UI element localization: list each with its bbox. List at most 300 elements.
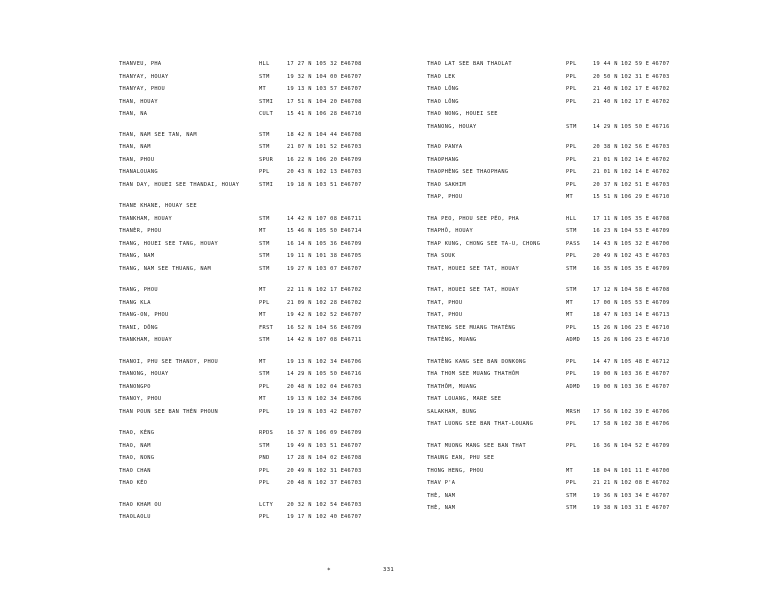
place-name: THAO NONG, HOUEI SEE bbox=[427, 111, 498, 117]
feature-code: PPL bbox=[259, 169, 270, 175]
map-sheet-number: 46703 bbox=[344, 169, 362, 175]
right-column bbox=[427, 58, 691, 524]
longitude: 102 31 E bbox=[621, 73, 650, 80]
gazetteer-entry bbox=[427, 96, 691, 109]
map-sheet-number: 46716 bbox=[344, 371, 362, 377]
latitude: 19 17 N bbox=[287, 514, 312, 520]
feature-code: STMI bbox=[259, 181, 274, 188]
gazetteer-entry bbox=[119, 368, 362, 381]
gazetteer-entry bbox=[427, 263, 691, 276]
gazetteer-entry bbox=[427, 465, 691, 478]
gazetteer-entry bbox=[119, 213, 362, 226]
feature-code: MT bbox=[259, 228, 267, 234]
entry-group bbox=[119, 200, 362, 275]
gazetteer-entry bbox=[427, 71, 691, 84]
longitude: 103 42 E bbox=[316, 408, 345, 415]
place-name: THAT LUONG SEE BAN THAT-LOUANG bbox=[427, 421, 534, 427]
longitude: 102 56 E bbox=[621, 144, 650, 150]
map-sheet-number: 46710 bbox=[344, 111, 362, 117]
longitude: 103 57 E bbox=[316, 86, 345, 92]
place-name: THAV P'A bbox=[427, 480, 456, 486]
longitude: 102 28 E bbox=[316, 299, 345, 306]
map-sheet-number: 46707 bbox=[344, 86, 362, 92]
place-name: THANVEU, PHA bbox=[119, 61, 162, 67]
latitude: 14 29 N bbox=[593, 123, 618, 130]
latitude: 21 21 N bbox=[593, 480, 618, 486]
latitude: 20 37 N bbox=[593, 181, 618, 188]
gazetteer-entry bbox=[427, 250, 691, 263]
place-name: THANOI, PHU SEE THANOY, PHOU bbox=[119, 358, 219, 365]
gazetteer-entry bbox=[119, 179, 362, 192]
longitude: 104 53 E bbox=[621, 228, 650, 234]
gazetteer-entry bbox=[119, 225, 362, 238]
latitude: 17 51 N bbox=[287, 98, 312, 105]
latitude: 17 27 N bbox=[287, 61, 312, 67]
place-name: THAT, HOUEI SEE TAT, HOUAY bbox=[427, 265, 520, 272]
feature-code: MRSH bbox=[566, 408, 581, 415]
latitude: 15 26 N bbox=[593, 337, 618, 343]
longitude: 101 52 E bbox=[316, 144, 345, 150]
map-sheet-number: 46703 bbox=[344, 467, 362, 474]
longitude: 104 58 E bbox=[621, 287, 650, 293]
gazetteer-entry bbox=[119, 71, 362, 84]
map-sheet-number: 46706 bbox=[652, 421, 670, 427]
gazetteer-entry bbox=[119, 284, 362, 297]
longitude: 102 51 E bbox=[621, 181, 650, 188]
latitude: 19 44 N bbox=[593, 61, 618, 67]
place-name: THAOPHÈNG SEE THAOPHANG bbox=[427, 169, 509, 175]
place-name: THANE KHANE, HOUAY SEE bbox=[119, 203, 197, 209]
place-name: THA PEO, PHOU SEE PÉO, PHA bbox=[427, 215, 520, 222]
feature-code: STM bbox=[259, 215, 270, 222]
gazetteer-entry bbox=[427, 297, 691, 310]
gazetteer-entry bbox=[119, 381, 362, 394]
place-name: THAO KÉO bbox=[119, 480, 148, 486]
map-sheet-number: 46702 bbox=[344, 287, 362, 293]
latitude: 18 04 N bbox=[593, 467, 618, 474]
feature-code: HLL bbox=[259, 61, 270, 67]
map-sheet-number: 46700 bbox=[652, 467, 670, 474]
place-name: THATHÔM, MUANG bbox=[427, 383, 477, 390]
feature-code: STM bbox=[566, 287, 577, 293]
longitude: 102 52 E bbox=[316, 312, 345, 318]
latitude: 14 43 N bbox=[593, 240, 618, 247]
latitude: 20 50 N bbox=[593, 73, 618, 80]
longitude: 103 31 E bbox=[621, 505, 650, 511]
place-name: THAO, NAM bbox=[119, 442, 151, 449]
latitude: 20 48 N bbox=[287, 383, 312, 390]
place-name: THAN DAY, HOUEI SEE THANDAI, HOUAY bbox=[119, 181, 240, 188]
feature-code: MT bbox=[259, 287, 267, 293]
place-name: THAO, KÈNG bbox=[119, 430, 155, 436]
map-sheet-number: 46702 bbox=[652, 169, 670, 175]
longitude: 102 38 E bbox=[621, 421, 650, 427]
map-sheet-number: 46706 bbox=[652, 408, 670, 415]
entry-group bbox=[119, 284, 362, 347]
latitude: 21 01 N bbox=[593, 156, 618, 163]
feature-code: PPL bbox=[259, 467, 270, 474]
feature-code: ADMD bbox=[566, 337, 581, 343]
map-sheet-number: 46707 bbox=[652, 371, 670, 377]
gazetteer-entry bbox=[119, 200, 359, 213]
feature-code: MT bbox=[566, 299, 574, 306]
map-sheet-number: 46707 bbox=[344, 312, 362, 318]
page-number: 331 bbox=[383, 567, 395, 573]
feature-code: PND bbox=[259, 455, 270, 461]
longitude: 103 51 E bbox=[316, 181, 345, 188]
latitude: 19 36 N bbox=[593, 492, 618, 499]
longitude: 102 17 E bbox=[621, 86, 650, 92]
place-name: THAT, PHOU bbox=[427, 312, 463, 318]
latitude: 17 58 N bbox=[593, 421, 618, 427]
map-sheet-number: 46707 bbox=[344, 408, 362, 415]
longitude: 105 32 E bbox=[621, 240, 650, 247]
latitude: 14 29 N bbox=[287, 371, 312, 377]
map-sheet-number: 46709 bbox=[652, 299, 670, 306]
latitude: 19 49 N bbox=[287, 442, 312, 449]
feature-code: STM bbox=[259, 442, 270, 449]
left-column bbox=[119, 58, 362, 524]
feature-code: PPL bbox=[566, 61, 577, 67]
feature-code: FRST bbox=[259, 324, 274, 331]
gazetteer-entry bbox=[119, 96, 362, 109]
longitude: 105 36 E bbox=[316, 240, 345, 247]
gazetteer-entry bbox=[119, 263, 362, 276]
map-sheet-number: 46708 bbox=[344, 61, 362, 67]
map-sheet-number: 46709 bbox=[344, 324, 362, 331]
gazetteer-entry bbox=[119, 83, 362, 96]
map-sheet-number: 46707 bbox=[344, 265, 362, 272]
longitude: 106 09 E bbox=[316, 430, 345, 436]
place-name: THANÈR, PHOU bbox=[119, 228, 162, 234]
place-name: THAT MUONG MANG SEE BAN THAT bbox=[427, 442, 527, 449]
feature-code: ADMD bbox=[566, 383, 581, 390]
map-sheet-number: 46703 bbox=[344, 501, 362, 508]
gazetteer-entry bbox=[119, 58, 362, 71]
feature-code: PPL bbox=[566, 169, 577, 175]
map-sheet-number: 46707 bbox=[344, 181, 362, 188]
place-name: THAO LAT SEE BAN THAOLAT bbox=[427, 61, 512, 67]
map-sheet-number: 46708 bbox=[652, 287, 670, 293]
place-name: THATÈNG KANG SEE BAN DONKONG bbox=[427, 358, 527, 365]
gazetteer-entry bbox=[427, 83, 691, 96]
gazetteer-entry bbox=[427, 477, 691, 490]
map-sheet-number: 46703 bbox=[652, 181, 670, 188]
place-name: THANYAY, HOUAY bbox=[119, 73, 169, 80]
longitude: 105 50 E bbox=[316, 371, 345, 377]
map-sheet-number: 46709 bbox=[344, 430, 362, 436]
entry-group bbox=[119, 58, 362, 121]
feature-code: STMI bbox=[259, 98, 274, 105]
longitude: 105 48 E bbox=[621, 358, 650, 365]
map-sheet-number: 46710 bbox=[652, 194, 670, 200]
latitude: 16 22 N bbox=[287, 156, 312, 163]
gazetteer-entry bbox=[119, 393, 362, 406]
map-sheet-number: 46709 bbox=[344, 156, 362, 163]
place-name: THAN POUN SEE BAN THÈN PHOUN bbox=[119, 408, 219, 415]
gazetteer-entry bbox=[427, 213, 691, 226]
feature-code: PPL bbox=[566, 156, 577, 163]
longitude: 102 59 E bbox=[621, 61, 650, 67]
feature-code: PPL bbox=[566, 324, 577, 331]
feature-code: CULT bbox=[259, 111, 274, 117]
feature-code: STM bbox=[566, 265, 577, 272]
map-sheet-number: 46709 bbox=[652, 228, 670, 234]
longitude: 102 43 E bbox=[621, 253, 650, 259]
longitude: 102 14 E bbox=[621, 156, 650, 163]
place-name: THONG HENG, PHOU bbox=[427, 467, 484, 474]
map-sheet-number: 46702 bbox=[652, 86, 670, 92]
place-name: THATENG SEE MUANG THATÈNG bbox=[427, 324, 516, 331]
place-name: THAO CHAN bbox=[119, 467, 151, 474]
gazetteer-entry bbox=[427, 179, 691, 192]
longitude: 105 50 E bbox=[316, 228, 345, 234]
latitude: 19 13 N bbox=[287, 396, 312, 402]
gazetteer-entry bbox=[119, 309, 362, 322]
entry-group bbox=[119, 129, 362, 192]
place-name: THANONGPO bbox=[119, 383, 151, 390]
map-sheet-number: 46708 bbox=[344, 455, 362, 461]
feature-code: MT bbox=[566, 194, 574, 200]
map-sheet-number: 46710 bbox=[652, 324, 670, 331]
longitude: 104 00 E bbox=[316, 73, 345, 80]
feature-code: STM bbox=[259, 240, 270, 247]
map-sheet-number: 46706 bbox=[344, 358, 362, 365]
longitude: 103 34 E bbox=[621, 492, 650, 499]
place-name: THAO SAKHIM bbox=[427, 181, 466, 188]
place-name: THAUNG EAN, PHU SEE bbox=[427, 455, 495, 461]
latitude: 22 11 N bbox=[287, 287, 312, 293]
longitude: 106 28 E bbox=[316, 111, 345, 117]
feature-code: PASS bbox=[566, 240, 581, 247]
latitude: 16 36 N bbox=[593, 442, 618, 449]
place-name: THA SOUK bbox=[427, 253, 456, 259]
latitude: 19 13 N bbox=[287, 358, 312, 365]
feature-code: STM bbox=[259, 131, 270, 138]
gazetteer-entry bbox=[427, 238, 691, 251]
gazetteer-entry bbox=[427, 154, 691, 167]
gazetteer-entry bbox=[427, 284, 691, 297]
place-name: THAPHÔ, HOUAY bbox=[427, 228, 474, 234]
longitude: 105 35 E bbox=[621, 215, 650, 222]
place-name: THAP KUNG, CHONG SEE TA-U, CHONG bbox=[427, 240, 541, 247]
longitude: 106 23 E bbox=[621, 324, 650, 331]
longitude: 102 31 E bbox=[316, 467, 345, 474]
longitude: 104 56 E bbox=[316, 324, 345, 331]
latitude: 16 14 N bbox=[287, 240, 312, 247]
latitude: 19 27 N bbox=[287, 265, 312, 272]
place-name: THAN, NAM SEE TAN, NAM bbox=[119, 131, 197, 138]
latitude: 17 56 N bbox=[593, 408, 618, 415]
map-sheet-number: 46700 bbox=[652, 240, 670, 247]
place-name: THAO LÔNG bbox=[427, 86, 459, 92]
gazetteer-entry bbox=[119, 154, 362, 167]
gazetteer-entry bbox=[427, 406, 691, 419]
gazetteer-entry bbox=[427, 452, 691, 465]
longitude: 102 17 E bbox=[621, 98, 650, 105]
latitude: 14 42 N bbox=[287, 215, 312, 222]
longitude: 102 17 E bbox=[316, 287, 345, 293]
latitude: 16 37 N bbox=[287, 430, 312, 436]
feature-code: STM bbox=[566, 492, 577, 499]
place-name: THAP, PHOU bbox=[427, 194, 463, 200]
map-sheet-number: 46710 bbox=[652, 337, 670, 343]
longitude: 103 14 E bbox=[621, 312, 650, 318]
feature-code: PPL bbox=[566, 442, 577, 449]
feature-code: MT bbox=[259, 358, 267, 365]
latitude: 19 13 N bbox=[287, 86, 312, 92]
map-sheet-number: 46711 bbox=[344, 215, 362, 222]
longitude: 103 36 E bbox=[621, 371, 650, 377]
footer-mark: * bbox=[327, 567, 331, 574]
feature-code: LCTY bbox=[259, 501, 274, 508]
gazetteer-entry bbox=[427, 121, 691, 134]
map-sheet-number: 46708 bbox=[652, 215, 670, 222]
longitude: 106 29 E bbox=[621, 194, 650, 200]
latitude: 17 00 N bbox=[593, 299, 618, 306]
map-sheet-number: 46702 bbox=[652, 156, 670, 163]
gazetteer-entry bbox=[119, 440, 362, 453]
gazetteer-entry bbox=[119, 166, 362, 179]
feature-code: PPL bbox=[566, 144, 577, 150]
gazetteer-entry bbox=[119, 322, 362, 335]
map-sheet-number: 46708 bbox=[344, 131, 362, 138]
map-sheet-number: 46707 bbox=[344, 73, 362, 80]
place-name: THATÈNG, MUANG bbox=[427, 337, 477, 343]
map-sheet-number: 46703 bbox=[344, 480, 362, 486]
feature-code: RPDS bbox=[259, 430, 274, 436]
feature-code: MT bbox=[259, 396, 267, 402]
feature-code: STM bbox=[259, 73, 270, 80]
feature-code: STM bbox=[566, 228, 577, 234]
latitude: 19 38 N bbox=[593, 505, 618, 511]
map-sheet-number: 46709 bbox=[652, 442, 670, 449]
latitude: 19 00 N bbox=[593, 383, 618, 390]
longitude: 102 14 E bbox=[621, 169, 650, 175]
feature-code: PPL bbox=[259, 514, 270, 520]
place-name: THANKHAM, HOUAY bbox=[119, 215, 173, 222]
map-sheet-number: 46709 bbox=[652, 265, 670, 272]
latitude: 20 49 N bbox=[593, 253, 618, 259]
place-name: THAN, HOUAY bbox=[119, 98, 158, 105]
gazetteer-entry bbox=[119, 356, 362, 369]
feature-code: STM bbox=[259, 265, 270, 272]
feature-code: PPL bbox=[566, 73, 577, 80]
longitude: 107 08 E bbox=[316, 215, 345, 222]
gazetteer-entry bbox=[119, 108, 362, 121]
gazetteer-entry bbox=[427, 166, 691, 179]
place-name: THAN, PHOU bbox=[119, 156, 155, 163]
longitude: 102 39 E bbox=[621, 408, 650, 415]
gazetteer-entry bbox=[119, 250, 362, 263]
place-name: THÈ, NAM bbox=[427, 505, 456, 511]
longitude: 102 08 E bbox=[621, 480, 650, 486]
gazetteer-entry bbox=[119, 334, 362, 347]
map-sheet-number: 46702 bbox=[652, 98, 670, 105]
map-sheet-number: 46709 bbox=[344, 240, 362, 247]
feature-code: STM bbox=[259, 253, 270, 259]
latitude: 21 01 N bbox=[593, 169, 618, 175]
gazetteer-entry bbox=[119, 511, 362, 524]
map-sheet-number: 46703 bbox=[344, 144, 362, 150]
place-name: THAO, NONG bbox=[119, 455, 155, 461]
feature-code: PPL bbox=[566, 371, 577, 377]
map-sheet-number: 46706 bbox=[344, 396, 362, 402]
latitude: 19 42 N bbox=[287, 312, 312, 318]
place-name: THANYAY, PHOU bbox=[119, 86, 166, 92]
gazetteer-entry bbox=[427, 368, 691, 381]
entry-group bbox=[427, 213, 691, 276]
gazetteer-entry bbox=[427, 393, 691, 406]
gazetteer-entry bbox=[427, 141, 691, 154]
place-name: THANKHAM, HOUAY bbox=[119, 337, 173, 343]
place-name: THANG, PHOU bbox=[119, 287, 158, 293]
longitude: 106 20 E bbox=[316, 156, 345, 163]
entry-group bbox=[427, 284, 691, 347]
feature-code: MT bbox=[259, 86, 267, 92]
latitude: 19 32 N bbox=[287, 73, 312, 80]
gazetteer-entry bbox=[427, 334, 691, 347]
latitude: 21 40 N bbox=[593, 86, 618, 92]
gazetteer-entry bbox=[427, 191, 691, 204]
place-name: THANG, NAM SEE THUANG, NAM bbox=[119, 265, 212, 272]
gazetteer-entry bbox=[427, 490, 691, 503]
latitude: 19 19 N bbox=[287, 408, 312, 415]
gazetteer-entry bbox=[119, 499, 362, 512]
map-sheet-number: 46714 bbox=[344, 228, 362, 234]
latitude: 15 51 N bbox=[593, 194, 618, 200]
feature-code: SPUR bbox=[259, 156, 274, 163]
feature-code: MT bbox=[566, 467, 574, 474]
place-name: THAOPHANG bbox=[427, 156, 459, 163]
latitude: 19 00 N bbox=[593, 371, 618, 377]
feature-code: PPL bbox=[566, 98, 577, 105]
map-sheet-number: 46707 bbox=[344, 514, 362, 520]
longitude: 104 20 E bbox=[316, 98, 345, 105]
map-sheet-number: 46707 bbox=[652, 505, 670, 511]
place-name: THANG KLA bbox=[119, 299, 151, 306]
gazetteer-entry bbox=[119, 452, 362, 465]
feature-code: PPL bbox=[259, 480, 270, 486]
entry-group bbox=[119, 356, 362, 419]
latitude: 15 41 N bbox=[287, 111, 312, 117]
longitude: 101 11 E bbox=[621, 467, 650, 474]
gazetteer-entry bbox=[427, 356, 691, 369]
gazetteer-entry bbox=[119, 477, 362, 490]
longitude: 105 35 E bbox=[621, 265, 650, 272]
feature-code: PPL bbox=[259, 299, 270, 306]
place-name: THAT, PHOU bbox=[427, 299, 463, 306]
feature-code: PPL bbox=[566, 253, 577, 259]
latitude: 19 18 N bbox=[287, 181, 312, 188]
gazetteer-entry bbox=[427, 58, 691, 71]
feature-code: PPL bbox=[566, 358, 577, 365]
latitude: 15 26 N bbox=[593, 324, 618, 331]
latitude: 16 23 N bbox=[593, 228, 618, 234]
feature-code: PPL bbox=[566, 480, 577, 486]
place-name: THANG, NAM bbox=[119, 253, 155, 259]
map-sheet-number: 46705 bbox=[344, 253, 362, 259]
longitude: 103 51 E bbox=[316, 442, 345, 449]
gazetteer-entry bbox=[119, 297, 362, 310]
map-sheet-number: 46703 bbox=[652, 73, 670, 80]
map-sheet-number: 46707 bbox=[652, 61, 670, 67]
gazetteer-entry bbox=[427, 381, 691, 394]
place-name: THÈ, NAM bbox=[427, 492, 456, 499]
place-name: THANONG, HOUAY bbox=[119, 371, 169, 377]
latitude: 18 47 N bbox=[593, 312, 618, 318]
feature-code: PPL bbox=[566, 421, 577, 427]
